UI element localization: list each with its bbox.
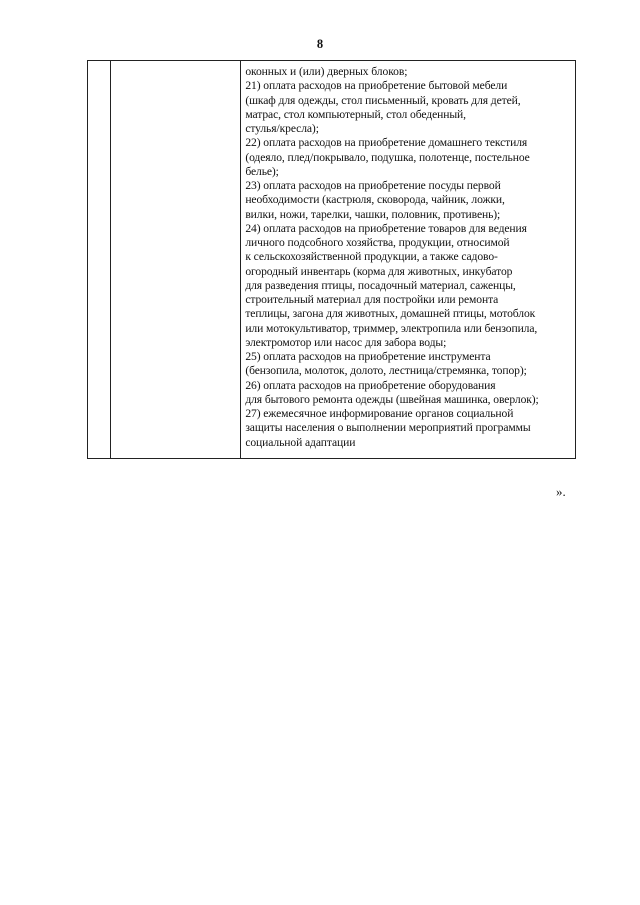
text-line: строительный материал для постройки или ремонта (245, 293, 499, 306)
text-line: 27) ежемесячное информирование органов социальной (245, 407, 514, 420)
text-line: вилки, ножи, тарелки, чашки, половник, противень); (245, 207, 501, 221)
text-line: (бензопила, молоток, долото, лестница/стремянка, топор); (245, 364, 527, 378)
table-cell-activity (111, 61, 241, 459)
text-line: или мотокультиватор, триммер, электропила или бензопила, (245, 321, 538, 335)
text-line: матрас, стол компьютерный, стол обеденный, (245, 107, 466, 121)
text-line: электромотор или насос для забора воды; (245, 335, 447, 349)
text-line: для разведения птицы, посадочный материал, саженцы, (245, 278, 516, 292)
measures-list (241, 61, 575, 458)
document-table (87, 60, 576, 459)
text-line: 25) оплата расходов на приобретение инструмента (245, 350, 491, 363)
text-line: белье); (245, 164, 279, 178)
text-line: (шкаф для одежды, стол письменный, кровать для детей, (245, 93, 521, 107)
text-line: 21) оплата расходов на приобретение бытовой мебели (245, 79, 508, 93)
table-cell-measures (241, 61, 576, 459)
text-line: необходимости (кастрюля, сковорода, чайник, ложки, (245, 193, 505, 207)
text-line: социальной адаптации (245, 435, 356, 449)
text-line: 26) оплата расходов на приобретение оборудования (245, 378, 496, 392)
table-row (88, 61, 576, 459)
text-line: 22) оплата расходов на приобретение домашнего текстиля (245, 136, 528, 150)
text-line: стулья/кресла); (245, 122, 319, 135)
text-line: для бытового ремонта одежды (швейная машинка, оверлок); (245, 392, 539, 406)
text-line: 24) оплата расходов на приобретение товаров для ведения (245, 221, 527, 235)
text-line: к сельскохозяйственной продукции, а также садово- (245, 250, 498, 264)
text-line: личного подсобного хозяйства, продукции, относимой (245, 236, 510, 249)
page-number: 8 (316, 37, 324, 51)
text-line: теплицы, загона для животных, домашней птицы, мотоблок (245, 307, 536, 321)
text-line: 23) оплата расходов на приобретение посуды первой (245, 179, 501, 192)
text-line: огородный инвентарь (корма для животных, инкубатор (245, 264, 513, 278)
table-cell-number (88, 61, 111, 459)
cell-activity-text (111, 61, 240, 73)
text-line: (одеяло, плед/покрывало, подушка, полотенце, постельное (245, 150, 530, 164)
closing-quote-mark: ». (556, 484, 566, 499)
text-line: оконных и (или) дверных блоков; (245, 65, 408, 78)
text-line: защиты населения о выполнении мероприятий программы (245, 421, 531, 435)
cell-number-text (88, 61, 110, 73)
